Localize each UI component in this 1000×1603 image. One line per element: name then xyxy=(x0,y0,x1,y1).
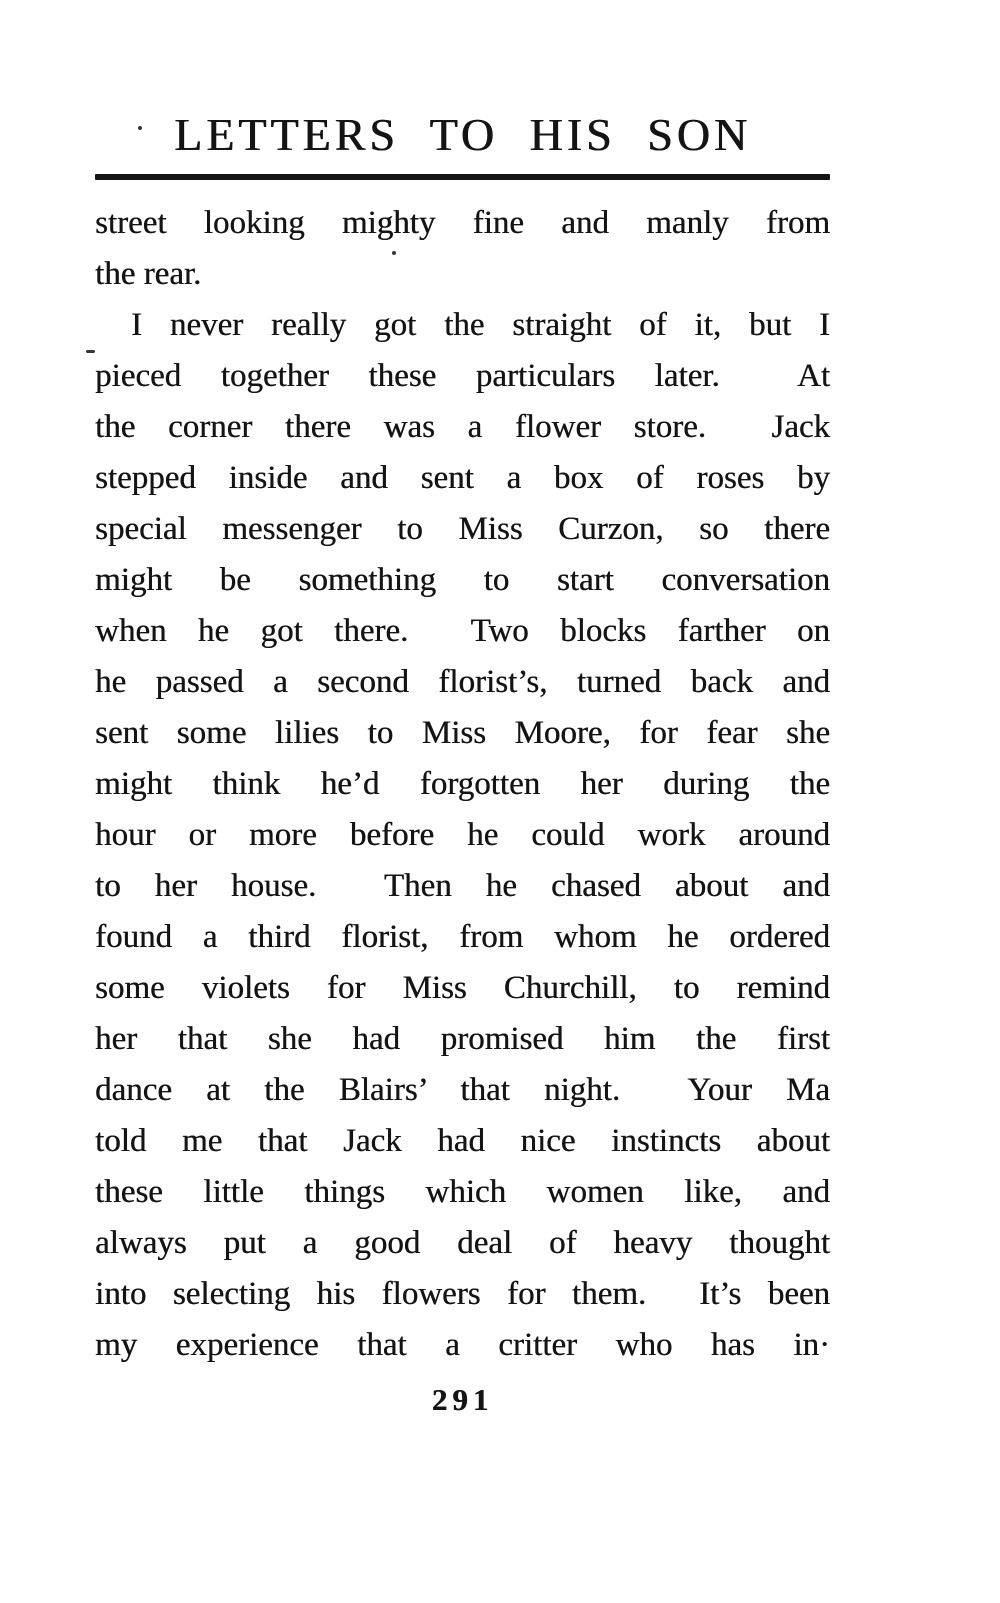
text-line: the rear. xyxy=(95,256,202,292)
page-body xyxy=(95,198,830,1371)
text-line: might think he’d forgotten her during the xyxy=(95,766,830,802)
text-line: pieced together these particulars later. At xyxy=(95,358,830,394)
text-line: special messenger to Miss Curzon, so there xyxy=(95,511,830,547)
text-line: might be something to start conversation xyxy=(95,562,830,598)
text-line: the corner there was a flower store. Jack xyxy=(95,409,830,445)
text-line: her that she had promised him the first xyxy=(95,1021,830,1057)
text-line: when he got there. Two blocks farther on xyxy=(95,613,830,649)
scan-speck xyxy=(138,126,142,130)
text-line: he passed a second florist’s, turned back and xyxy=(95,664,830,700)
text-line: into selecting his flowers for them. It’s been xyxy=(95,1276,830,1312)
text-line: some violets for Miss Churchill, to remind xyxy=(95,970,830,1006)
text-line: sent some lilies to Miss Moore, for fear she xyxy=(95,715,830,751)
page-title: LETTERS TO HIS SON xyxy=(173,109,752,160)
text-line: stepped inside and sent a box of roses by xyxy=(95,460,830,496)
text-line: these little things which women like, and xyxy=(95,1174,830,1210)
text-line: always put a good deal of heavy thought xyxy=(95,1225,830,1261)
text-line: found a third florist, from whom he ordered xyxy=(95,919,830,955)
scan-speck xyxy=(86,350,95,353)
page-number: 291 xyxy=(431,1382,494,1417)
scan-speck xyxy=(392,251,396,255)
text-line: I never really got the straight of it, but I xyxy=(131,307,830,343)
text-line: my experience that a critter who has in· xyxy=(95,1327,830,1363)
page-content xyxy=(95,0,830,1603)
text-line: dance at the Blairs’ that night. Your Ma xyxy=(95,1072,830,1108)
text-line: hour or more before he could work around xyxy=(95,817,830,853)
text-line: to her house. Then he chased about and xyxy=(95,868,830,904)
text-line: told me that Jack had nice instincts about xyxy=(95,1123,830,1159)
header-rule xyxy=(95,174,830,180)
text-line: street looking mighty fine and manly from xyxy=(95,205,830,241)
